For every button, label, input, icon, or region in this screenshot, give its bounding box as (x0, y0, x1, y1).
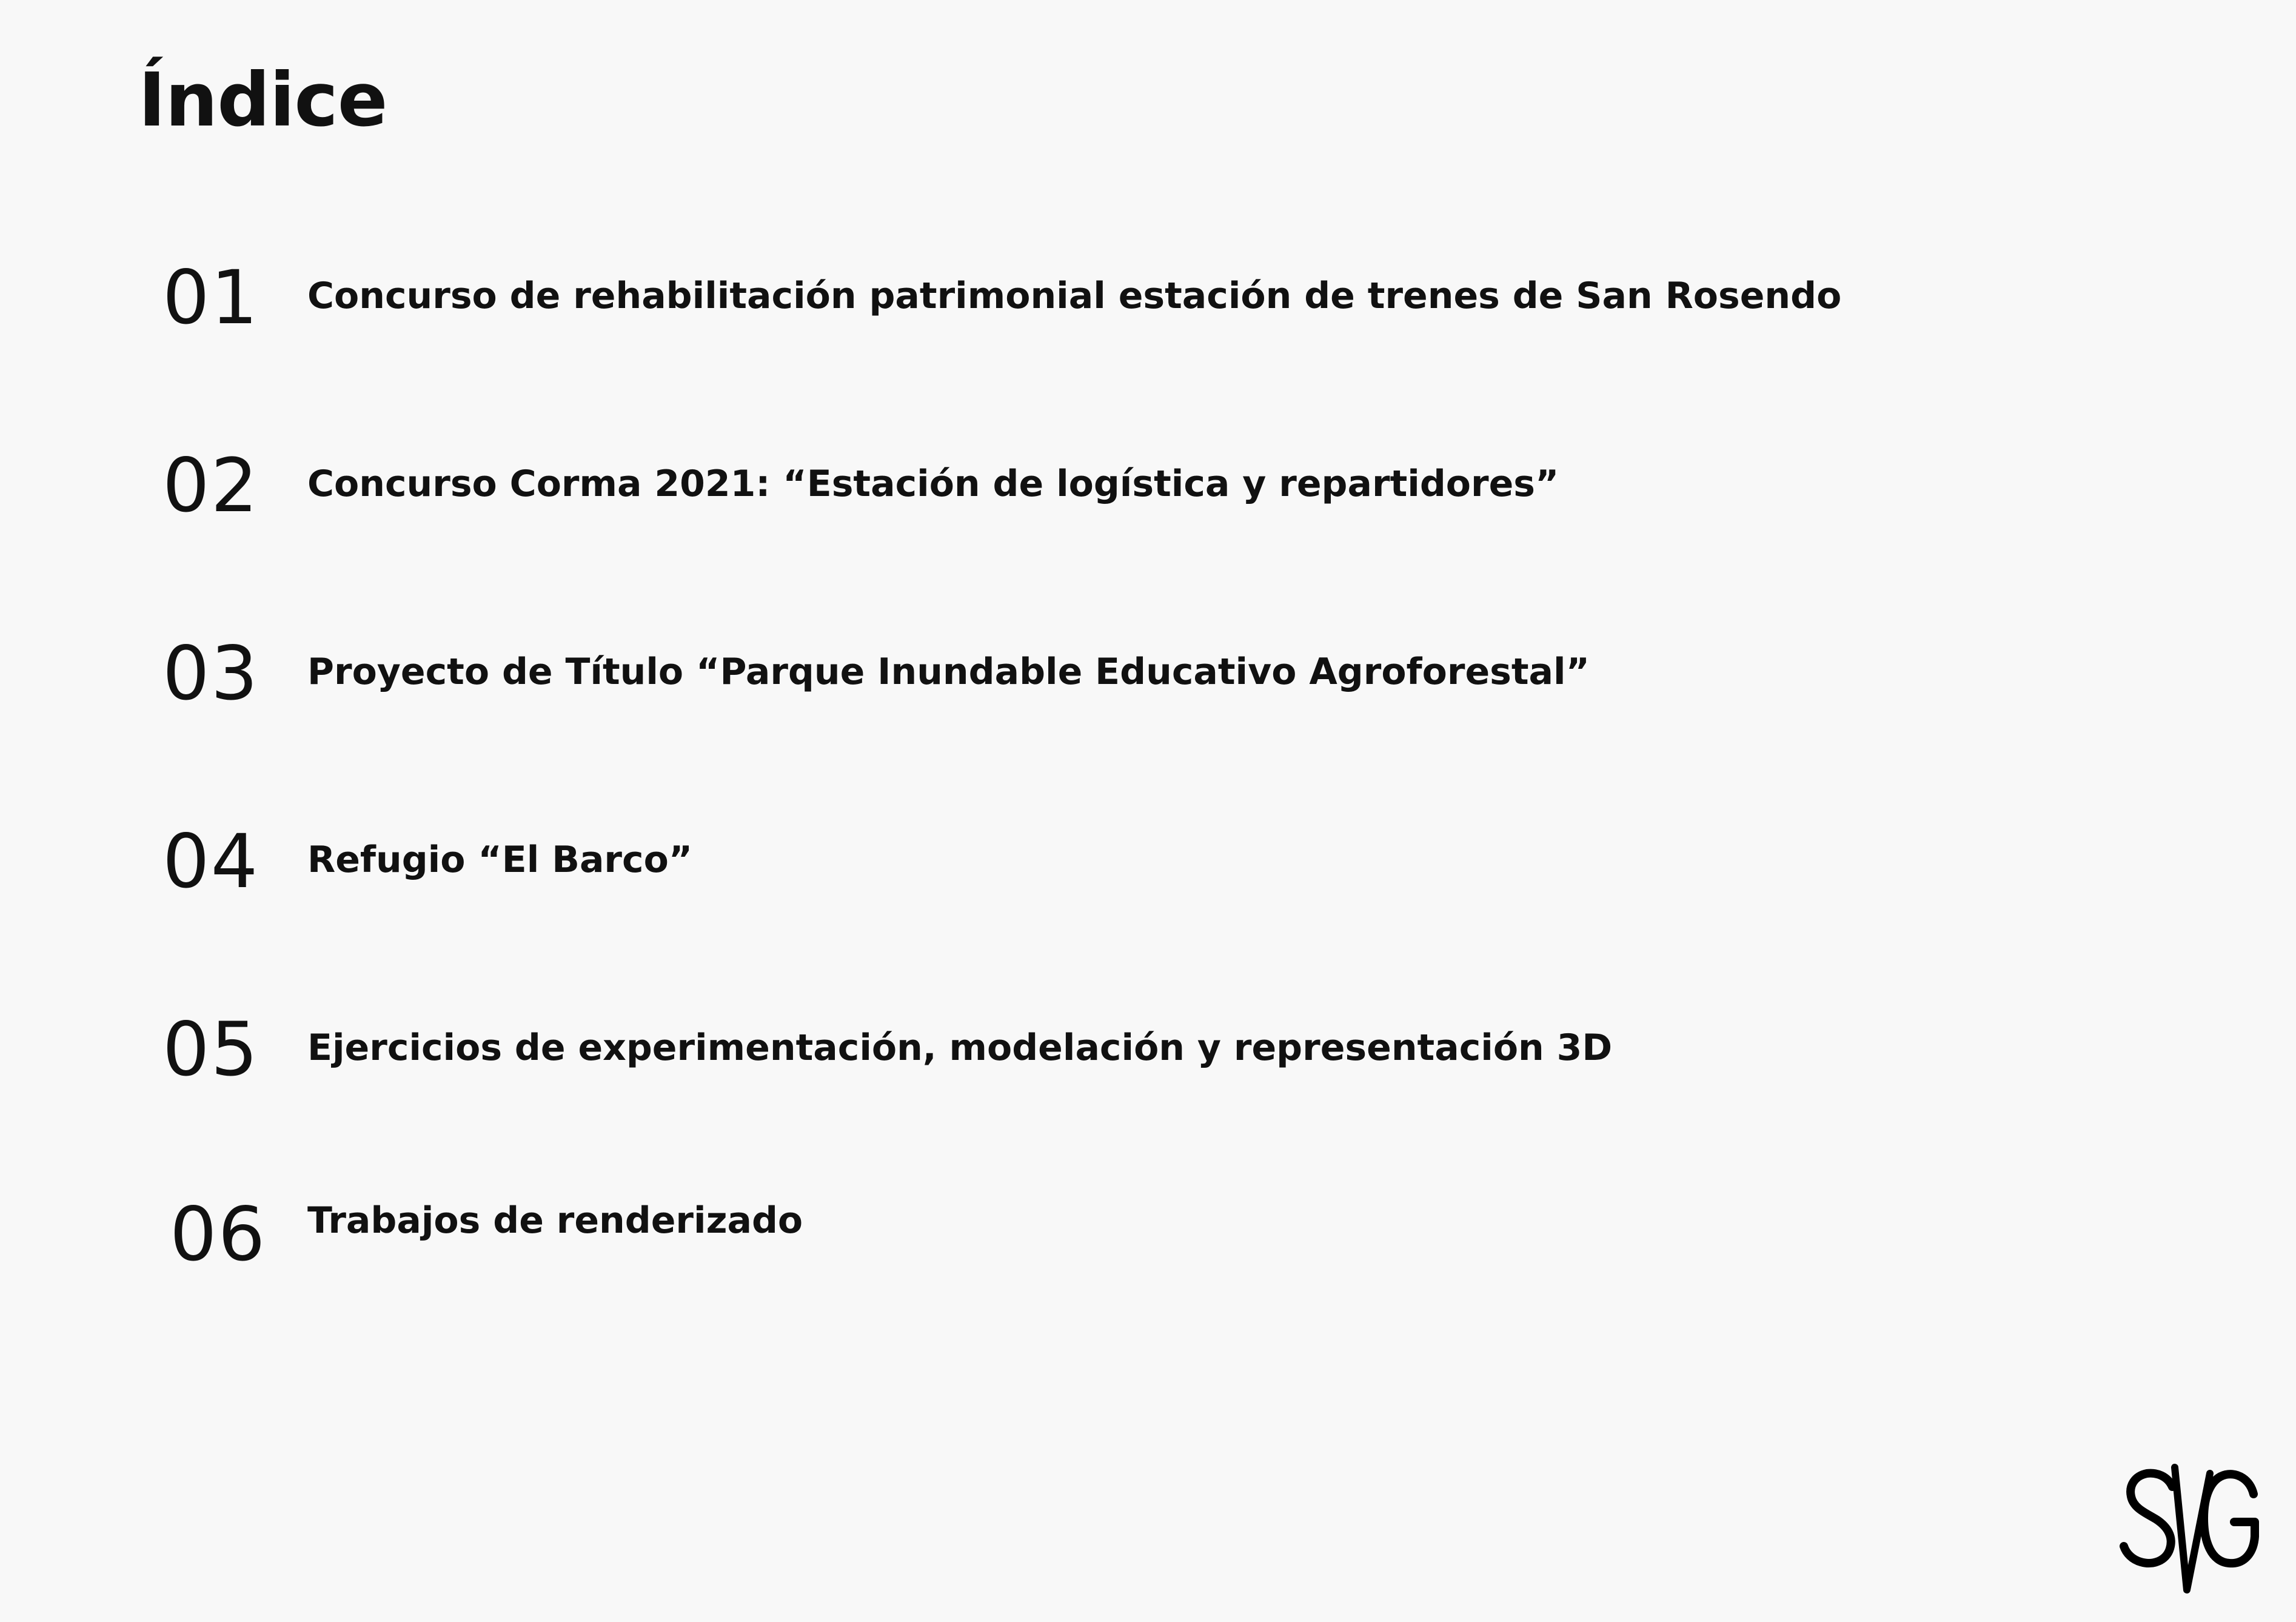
item-title: Trabajos de renderizado (307, 1199, 803, 1242)
item-number: 05 (162, 1007, 259, 1093)
index-item[interactable] (0, 443, 1940, 534)
item-number: 02 (162, 443, 259, 529)
page-title: Índice (138, 57, 387, 143)
index-item[interactable] (0, 819, 1940, 910)
item-number: 04 (162, 819, 259, 905)
index-item[interactable] (0, 1007, 1940, 1098)
index-item[interactable] (0, 631, 1940, 722)
index-item[interactable] (0, 1191, 1940, 1282)
item-title: Concurso de rehabilitación patrimonial estación de trenes de San Rosendo (307, 275, 1842, 317)
item-number: 03 (162, 631, 259, 717)
item-number: 06 (170, 1191, 267, 1278)
item-title: Proyecto de Título “Parque Inundable Educativo Agroforestal” (307, 651, 1590, 693)
item-title: Concurso Corma 2021: “Estación de logística y repartidores” (307, 463, 1559, 505)
item-title: Ejercicios de experimentación, modelación y representación 3D (307, 1027, 1613, 1069)
svg-monogram-logo (2119, 1461, 2264, 1595)
item-title: Refugio “El Barco” (307, 839, 693, 881)
index-item[interactable] (0, 255, 1940, 346)
item-number: 01 (162, 255, 259, 341)
